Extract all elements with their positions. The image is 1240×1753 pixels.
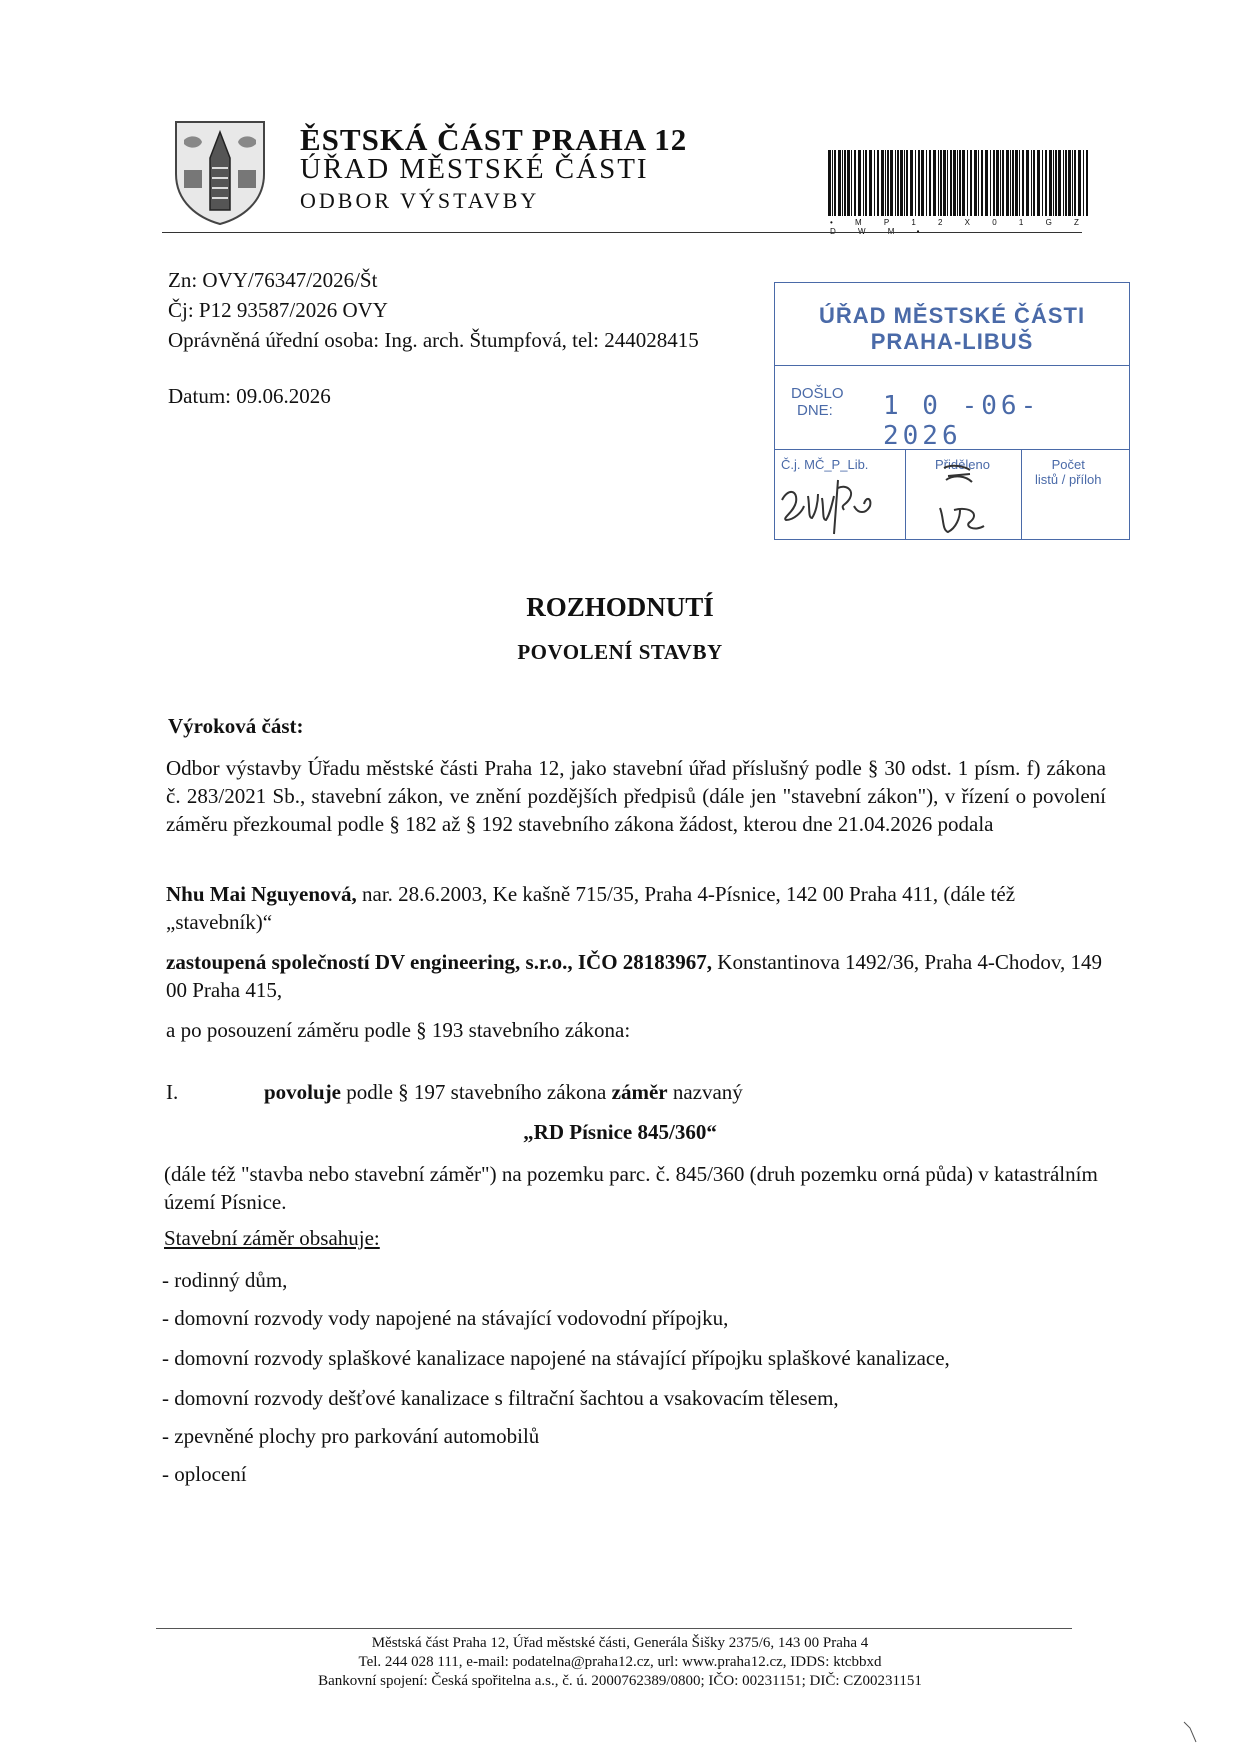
footer-divider bbox=[156, 1628, 1072, 1629]
project-name: „RD Písnice 845/360“ bbox=[523, 1120, 717, 1144]
stamp-received-label: DOŠLO DNE: bbox=[791, 385, 844, 419]
footer-bank: Bankovní spojení: Česká spořitelna a.s., č. ú. 2000762389/0800; IČO: 00231151; DIČ: CZ00231151 bbox=[318, 1673, 922, 1689]
corner-mark-icon bbox=[1182, 1720, 1202, 1746]
list-item: - oplocení bbox=[162, 1462, 247, 1486]
document-title: ROZHODNUTÍ bbox=[526, 592, 714, 622]
applicant-name: Nhu Mai Nguyenová, bbox=[166, 882, 357, 906]
decision-number: I. bbox=[166, 1080, 179, 1104]
list-item: - domovní rozvody splaškové kanalizace napojené na stávající přípojku splaškové kanalizace, bbox=[162, 1346, 950, 1370]
header-divider bbox=[162, 232, 1082, 233]
reference-cj: Čj: P12 93587/2026 OVY bbox=[168, 298, 388, 322]
barcode-caption: • M P 1 2 X 0 1 G Z D W M • bbox=[830, 218, 1089, 236]
list-item: - domovní rozvody vody napojené na stávající vodovodní přípojku, bbox=[162, 1306, 729, 1330]
representative-paragraph bbox=[166, 948, 1106, 1004]
footer-contact: Tel. 244 028 111, e-mail: podatelna@praha12.cz, url: www.praha12.cz, IDDS: ktcbbxd bbox=[358, 1654, 882, 1670]
handwritten-annotation bbox=[774, 448, 1034, 548]
stamp-cell-reference: Č.j. MČ_P_Lib. bbox=[775, 449, 906, 539]
representative-address: Konstantinova 1492/36, Praha 4-Chodov, 149 00 Praha 415, bbox=[166, 950, 1103, 1002]
intro-paragraph: Odbor výstavby Úřadu městské části Praha 12, jako stavební úřad příslušný podle § 30 odst. 1 písm. f) zákona č. 283/2021 Sb., stavební zákon, ve znění pozdějších předpisů (dále jen "stavební zákon"), v řízení o povolení záměru přezkoumal podle § 182 až § 192 stavebního zákona žádost, kterou dne 21.04.2026 podala bbox=[166, 756, 1106, 836]
stamp-received-date: 1 0 -06- 2026 bbox=[883, 391, 1041, 451]
barcode-image bbox=[828, 150, 1090, 216]
stamp-office: ÚŘAD MĚSTSKÉ ČÁSTI PRAHA-LIBUŠ bbox=[818, 303, 1086, 354]
project-location-paragraph: (dále též "stavba nebo stavební záměr") na pozemku parc. č. 845/360 (druh pozemku orná půda) v katastrálním území Písnice. bbox=[164, 1162, 1098, 1214]
list-item: - rodinný dům, bbox=[162, 1268, 288, 1292]
office-name-line2: ÚŘAD MĚSTSKÉ ČÁSTI bbox=[300, 153, 649, 185]
stamp-divider bbox=[775, 365, 1129, 366]
assessment-paragraph: a po posouzení záměru podle § 193 stavebního zákona: bbox=[166, 1018, 631, 1042]
section-heading: Výroková část: bbox=[168, 714, 304, 738]
coat-of-arms-icon bbox=[172, 118, 268, 226]
contents-heading: Stavební záměr obsahuje: bbox=[164, 1226, 380, 1250]
list-item: - domovní rozvody dešťové kanalizace s filtrační šachtou a vsakovacím tělesem, bbox=[162, 1386, 839, 1410]
stamp-cell-assigned: Přiděleno bbox=[905, 449, 1022, 539]
list-item: - zpevněné plochy pro parkování automobilů bbox=[162, 1424, 540, 1448]
decision-statement: povoluje podle § 197 stavebního zákona záměr nazvaný bbox=[264, 1080, 743, 1104]
document-subtitle: POVOLENÍ STAVBY bbox=[517, 640, 723, 664]
authorized-official: Oprávněná úřední osoba: Ing. arch. Štumpfová, tel: 244028415 bbox=[168, 328, 699, 352]
footer-address: Městská část Praha 12, Úřad městské části, Generála Šišky 2375/6, 143 00 Praha 4 bbox=[371, 1635, 869, 1651]
stamp-cell-sheets: Počet listů / příloh bbox=[1035, 457, 1102, 487]
document-date: Datum: 09.06.2026 bbox=[168, 384, 331, 408]
applicant-paragraph bbox=[166, 880, 1106, 936]
applicant-details: nar. 28.6.2003, Ke kašně 715/35, Praha 4-Písnice, 142 00 Praha 411, (dále též „stavebník)“ bbox=[166, 882, 1016, 934]
reference-zn: Zn: OVY/76347/2026/Št bbox=[168, 268, 378, 292]
office-department: ODBOR VÝSTAVBY bbox=[300, 188, 540, 213]
representative-name: zastoupená společností DV engineering, s.r.o., IČO 28183967, bbox=[166, 950, 713, 974]
office-name-line1: ĚSTSKÁ ČÁST PRAHA 12 bbox=[300, 122, 688, 157]
